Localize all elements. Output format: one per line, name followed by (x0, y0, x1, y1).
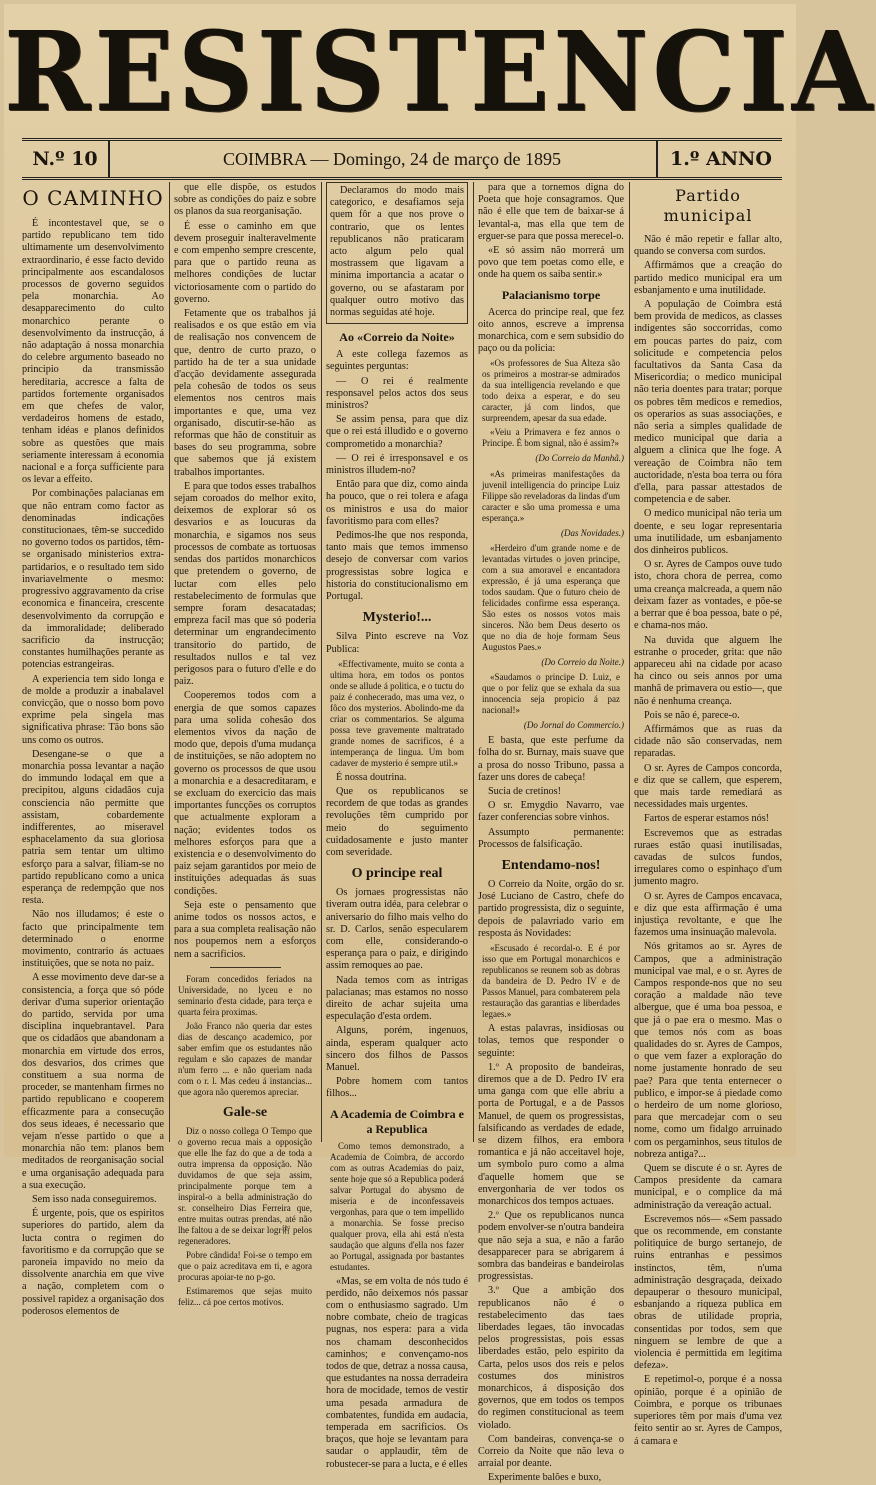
masthead (4, 6, 876, 137)
article-columns (22, 182, 782, 1484)
headline-entendamo-nos: Entendamo-nos! (501, 858, 601, 874)
quote: Como temos demonstrado, a Academia de Coimbra, de accordo com as outras Academias do paiz, sente hoje que só a Republica poderá salvar Portugal do abysmo de miseria e de inconfessaveis vergonhas, para que o tem impellido a monarchia. Se fosse preciso qualquer prova, ella ahi está n'esta saudação que alguns d'ella nos fazer ao Portugal, assignada por bastantes estudantes. (330, 1140, 464, 1272)
paragraph: Alguns, porém, ingenuos, ainda, esperam qualquer acto sincero dos filhos de Passos Manuel. (326, 1025, 468, 1073)
paragraph: Não é mão repetir e fallar alto, quando se conversa com surdos. (634, 234, 782, 258)
paragraph: para que a tornemos digna do Poeta que hoje consagramos. Que não é elle que tem de baixar-se á levantal-a, mas ella que tem de erguer-se para que possa merecel-o. (478, 182, 624, 242)
paragraph: João Franco não queria dar estes dias de descanço academico, por saber emfim que os estudantes não regulam e são capazes de mandar n'um ferro ... e não queriam nada com o r. l. Mas cedeu á instancias... que agora não queremos apreciar. (178, 1020, 312, 1097)
paragraph: O sr. Ayres de Campos encavaca, e diz que esta affirmação é uma injustiça revoltante, e que lhe fazemos uma insinuação malevola. (634, 890, 782, 939)
paragraph: Fartos de esperar estamos nós! (644, 813, 770, 825)
declaration-box (326, 182, 468, 324)
paragraph: Escrevemos que as estradas ruraes estão quasi inutilisadas, cavadas de sulcos fundos, irregulares como o espinhaço d'um jumento magro. (634, 827, 782, 888)
column-1 (22, 182, 164, 1317)
paragraph: Estimaremos que sejas muito feliz... cá poe certos motivos. (178, 1285, 312, 1307)
paragraph: E repetimol-o, porque é a nossa opinião, porque é a opinião de Coimbra, e porque os tribunaes superiores têm por mais d'uma vez feito sentir ao sr. Ayres de Campos, á camara e (634, 1374, 782, 1447)
paragraph: — O rei é realmente responsavel pelos actos dos seus ministros? (326, 375, 468, 412)
separator (210, 967, 281, 968)
column-2 (174, 182, 316, 1307)
paragraph: Affirmámos que a creação do partido medico municipal era um esbanjamento e uma inutilidade. (634, 260, 782, 296)
paragraph: 2.º Que os republicanos nunca podem envolver-se n'outra bandeira que não seja a sua, e não a farão desapparecer para se abrigarem á sombra das bandeiras e bandeirolas progressistas. (478, 1210, 624, 1283)
paragraph: E para que todos esses trabalhos sejam coroados do melhor exito, deixemos de explorar só os desvarios e as loucuras da monarchia, e sigamos nos seus processos de combate as tortuosas sendas dos partidos monarchicos que pretendem o governo, de luctar com elles pelo restabelecimento de formulas que sempre foram desacatadas; empreza facil mas que só poderia determinar um engrandecimento transitorio do partido, de resultados nullos e tal vez perigosos para o futuro d'elle e do paiz. (174, 480, 316, 688)
headline-mysterio: Mysterio!... (362, 610, 432, 626)
column-5 (634, 182, 782, 1447)
paragraph: Pedimos-lhe que nos responda, tanto mais que temos immenso desejo de conversar com varios progressistas sobre logica e historia do constitucionalismo em Portugal. (326, 530, 468, 603)
newspaper-page (4, 4, 876, 1484)
quote: «Veiu a Primavera e fez annos o Principe. É bom signal, não é assim?» (482, 427, 620, 449)
paragraph: Acerca do principe real, que fez oito annos, escreve a imprensa monarchica, com e sem subsidio do paço ou da policia: (478, 306, 624, 355)
paragraph: É nossa doutrina. (336, 771, 407, 783)
paragraph: A experiencia tem sido longa e de molde a produzir a inabalavel convicção, que o nosso bom povo exprime pela singela mas significativa phrase: Tão bons são uns como os outros. (22, 673, 164, 746)
headline-palacianismo: Palacianismo torpe (501, 287, 601, 302)
paragraph: 1.º A proposito de bandeiras, diremos que a de D. Pedro IV era uma ganga com que elle abriu a porta de Portugal, e a de Passos Manuel, de quem os progressistas, falsificando as verdades de edade, se dizem filhos, era embora romantica e já não acceitavel hoje, um symbolo puro como a alma d'aquelle homem que se envergonharia de ver todos os monarchicos dos tempos actuaes. (478, 1061, 624, 1207)
paragraph: 3.º Que a ambição dos republicanos não é o restabelecimento das taes liberdades legaes, tão invocadas pelos progressistas, pois essas liberdades estão, pelo espirito da Carta, pelos usos dos reis e pelos costumes dos ministros monarchicos, á disposição dos governos, que em todos os tempos do regimen constitucional as teem violado. (478, 1285, 624, 1431)
quote-source: (Do Jornal do Commercio.) (523, 720, 624, 731)
headline-gale-se: Gale-se (222, 1104, 268, 1120)
paragraph: Assumpto permanente: Processos de falsificação. (478, 826, 624, 850)
paragraph: Na duvida que alguem lhe estranhe o proceder, grita: que não appareceu ahi na cidade por acaso ha cinco ou seis annos por uma manhã de primavera ou estio—, que não é nenhuma creança. (634, 634, 782, 707)
paragraph: «E só assim não morrerá um povo que tem poetas como elle, e onde ha quem os saiba sentir.» (478, 245, 624, 281)
paragraph: A este collega fazemos as seguintes perguntas: (326, 349, 468, 373)
paragraph: A população de Coimbra está bem provida de medicos, as classes indigentes são soccorridas, como em poucas partes do paiz, com solicitude e competencia pelos facultativos da Santa Casa da Misericordia; o medico municipal não teria doentes para tratar; porque os pobres têm medicos e remedios, os operarios as suas associações, e não seria a simples qualidade de medico municipal que daria a alguem a clinica que lhe foge. A vereação de Coimbra não tem auctoridade, n'esta boa terra ou fóra d'ella, para passar attestados de competencia e de saber. (634, 299, 782, 506)
paragraph: Desengane-se o que a monarchia possa levantar a nação do immundo lodaçal em que a precipitou, alguns cidadãos cuja consciencia não permitte que assistam, cobardemente indifferentes, ao miseravel esphacelamento da sua gloriosa patria sem tentar um ultimo esforço para a salvar, filiam-se no partido republicano como a unica esperança de redempção que nos resta. (22, 748, 164, 907)
paragraph: Se assim pensa, para que diz que o rei está illudido e o governo comprometido a monarchia? (326, 414, 468, 450)
paragraph: Com bandeiras, convença-se o Correio da Noite que não leva o arraial por deante. (478, 1433, 624, 1470)
paragraph: Pobre cândida! Foi-se o tempo em que o paiz acreditava em ti, e agora procuras apoiar-te no p-go. (178, 1249, 312, 1282)
paragraph: O Correio da Noite, orgão do sr. José Luciano de Castro, chefe do partido progressista, diz o seguinte, depois de palavriado vario em resposta ás Novidades: (478, 879, 624, 939)
headline-principe-real: O principe real (351, 866, 443, 882)
paragraph: Fetamente que os trabalhos já realisados e os que estão em via de realisação nos convencem de que, dentro de curto prazo, o partido ha de ter a sua unidade d'acção devidamente assegurada pela cohesão de todos os seus elementos nos centros mais importantes e que, uma vez organisado, discutir-se-hão as reformas que hão de constituir as bases do seu programma, sobre que sabemos que já existem trabalhos importantes. (174, 308, 316, 478)
paragraph: Foram concedidos feriados na Universidade, no lyceu e no seminario d'esta cidade, para terça e quarta feira proximas. (178, 973, 312, 1017)
issue-year: 1.º ANNO (656, 141, 784, 177)
paragraph: Nós gritamos ao sr. Ayres de Campos, que a administração municipal vae mal, e o sr. Ayres de Campos responde-nos que no seu coração a maldade não teve albergue, que é uma boa pessoa, e que já o pae era o mesmo. Mas o que temos nós com as boas qualidades do sr. Ayres de Campos, o que vem fazer a exploração do nome justamente honrado de seu pae? Para que tenta enternecer o publico, e impor-se á piedade como o herdeiro de um nome glorioso, para que mercadejar com o seu nome, como um fidalgo arruinado com os pergaminhos, seus titulos de nobreza antiga?... (634, 941, 782, 1160)
paragraph: É esse o caminho em que devem proseguir inalteravelmente e com empenho sempre crescente, para que o partido reuna as melhores condições de luctar victoriosamente com o partido do governo. (174, 220, 316, 305)
paragraph: Que os republicanos se recordem de que todas as grandes revoluções têm cumprido por meio do seguimento cuidadosamente e justo manter com severidade. (326, 785, 468, 858)
issue-info-bar (22, 138, 782, 180)
quote-source: (Do Correio da Noite.) (541, 656, 624, 667)
paragraph: A esse movimento deve dar-se a consistencia, a força que só póde derivar d'uma superior orientação do partido, servida por uma disciplina inquebrantavel. Para que os cidadãos que abandonam a monarchia em virtude dos erros, dos desvarios, dos crimes que constituem a sua norma de proceder, se mantenham firmes no partido republicano e cooperem efficazmente para a consecução dos seus ideaes, é necessario que vejam n'esse partido o que a monarchia não tem: planos bem meditados de reorganisação social e uma organisação adequada para a sua execução. (22, 972, 164, 1191)
quote-source: (Do Correio da Manhã.) (535, 453, 624, 464)
paragraph: Os jornaes progressistas não tiveram outra idéa, para celebrar o aniversario do filho mais velho do sr. D. Carlos, senão especularem com elle, considerando-o esperança para o paiz, e dirigindo assim remoques ao pae. (326, 887, 468, 972)
column-rule (321, 182, 322, 1142)
quote: «Saudamos o principe D. Luiz, e que o por feliz que se exhala da sua innocencia seja propicio á paz nacional!» (482, 672, 620, 716)
quote: «Os professores de Sua Alteza são os primeiros a mostrar-se admirados da sua intelligencia revelando e que todo deixa a esperar, e do seu caracter, já com lindos, que surpreendem, apesar da sua edade. (482, 358, 620, 424)
headline-correio-da-noite: Ao «Correio da Noite» (339, 330, 455, 345)
quote: «As primeiras manifestações da juvenil intelligencia do principe Luiz Filippe são reveladoras da lindas d'um caracter e são uma promessa e uma esperança.» (482, 468, 620, 523)
paragraph: O sr. Ayres de Campos concorda, e diz que se callem, que esperem, que mais tarde remediará as necessidades mais urgentes. (634, 762, 782, 811)
paragraph: Escrevemos nós— «Sem passado que os recommende, em constante politiquice de burgo sertanejo, de ruins entranhas e pessimos instinctos, têm, n'uma administração desgraçada, deixado depauperar o thesouro municipal, esbanjando a riqueza publica em obras de utilidade propria, consentidas por todos, sem que ninguem se lembre de que a violencia é permittida em legitima defeza». (634, 1213, 782, 1372)
quote: «Herdeiro d'um grande nome e de levantadas virtudes o joven principe, com a sua amoravel e encantadora expressão, é já uma esperança que todos saudam. Que o futuro cheio de felicidades confirme essa esperança. São estes os nossos votos mais sinceros. Não bem Deus deserto os que no dia de hoje formam Seus Augustos Paes.» (482, 542, 620, 652)
paragraph: O medico municipal não teria um doente, e seu logar representaria uma inutilidade, um esbanjamento dos dinheiros publicos. (634, 508, 782, 557)
paragraph: Affirmámos que as ruas da cidade não são conservadas, nem reparadas. (634, 723, 782, 760)
paragraph: Sucia de cretinos! (488, 786, 561, 798)
column-4 (478, 182, 624, 1484)
paragraph: — O rei é irresponsavel e os ministros illudem-no? (326, 452, 468, 477)
paragraph: Seja este o pensamento que anime todos os nossos actos, e para a sua completa realisação não nos poupemos nem a esforços nem a sacrificios. (174, 899, 316, 960)
quote: «Effectivamente, muito se conta a ultima hora, em todos os pontos onde se allude á politica, e o tuctu do paiz é conhecerado, mas uma vez, o fôco dos mysterios. Abolindo-me da criar os commentarios. Se alguma possa teve gravemente maltratado grande nomes de sacrificos, é a intemperança de lingua. Um bom cadaver de mysterio é sempre util.» (330, 658, 464, 768)
headline-academia: A Academia de Coimbra e a Republica (330, 1106, 464, 1136)
quote-source: (Das Novidades.) (561, 527, 624, 538)
paragraph: É incontestavel que, se o partido republicano tem tido ultimamente um desenvolvimento extraordinario, é esse facto devido principalmente aos escandalosos processos de governo seguidos pela monarchia. Ao desapparecimento do culto monarchico perante o desenvolvimento da instrucção, á não adaptação á nossa monarchia do celebre argumento baseado no principio da transmissão hereditaria, accresce a falta de partidos fortemente organisados em que chefes de valor, verdadeiros homens de estado, tenham idéas e planos definidos sobre as questões que mais seriamente interessam á economia nacional e a força sufficiente para os levar a effeito. (22, 218, 164, 486)
paragraph: O sr. Emygdio Navarro, vae fazer conferencias sobre vinhos. (478, 800, 624, 824)
paragraph: Diz o nosso collega O Tempo que o governo recua mais a opposição que elle lhe faz do que a de toda a outra imprensa da opposição. Não duvidamos de que seja assim, principalmente porque tem a inspiral-o a bella administração do sr. conselheiro Dias Ferreira que, entre muitas outras prendas, até não lhe faltou a de se deixar logr術 pelos regeneradores. (178, 1125, 312, 1246)
paragraph: Nada temos com as intrigas palacianas; mas estamos no nosso direito de achar sujeita uma especulação d'esta ordem. (326, 974, 468, 1023)
newspaper-title: RESISTENCIA (4, 6, 876, 137)
paragraph: E basta, que este perfume da folha do sr. Burnay, mais suave que a prosa do nosso Tribuno, passa a fazer uns dores de cabeça! (478, 735, 624, 783)
quote: «Escusado é recordal-o. E é por isso que em Portugal monarchicos e republicanos se reunem sob as dobras da bandeira de D. Pedro IV e de Passos Manuel, para combaterem pela restauração das garantias e liberdades legaes.» (482, 943, 620, 1020)
paragraph: O sr. Ayres de Campos ouve tudo isto, chora chora de perrea, como uma creança malcreada, a quem não deixam fazer as vontades, e põe-se a berrar que é boa pessoa, bate o pé, e chama-nos máo. (634, 559, 782, 632)
paragraph: Por combinações palacianas em que não entram como factor as denominadas indicações constitucionaes, têm-se succedido no governo todos os partidos, têm-se organisado ministerios extra-partidarios, e o resultado tem sido invariavelmente o mesmo: progressivo aggravamento da crise economica e financeira, crescente desenvolvimento da corrupção e da immoralidade; deliberado sacrificio da instrucção; constantes humilhações perante as potencias estrangeiras. (22, 488, 164, 671)
paragraph: «Mas, se em volta de nós tudo é perdido, não deixemos nós passar com o enthusiasmo sagrado. Um nobre combate, cheio de tragicas pugnas, nos espera: para a vida nos chamam desconhecidos caminhos; e convençamo-nos todos de que, detraz a nossa causa, que estudantes na nossa derradeira hora de mocidade, temos de vestir uma pesada armadura de combatentes, fundida em audacia, temperada em sacrificios. Os braços, que hoje se levantam para saudar o applaudir, têm de robustecer-se para a lucta, e é elles (326, 1275, 468, 1470)
column-rule (473, 182, 474, 1142)
paragraph: Silva Pinto escreve na Voz Publica: (326, 631, 468, 655)
dateline: COIMBRA — Domingo, 24 de março de 1895 (223, 149, 561, 169)
paragraph: É urgente, pois, que os espiritos superiores do partido, alem da lucta contra o regimen do favoritismo e da corrupção que se paroneia impavido no meio da dissolvente anarchia em que vive a nação, completem com o possivel rapidez a organisação dos poderosos elementos de (22, 1208, 164, 1317)
paragraph: Sem isso nada conseguiremos. (32, 1194, 157, 1206)
paragraph: Quem se discute é o sr. Ayres de Campos presidente da camara municipal, e o complice da má administração da vereação actual. (634, 1163, 782, 1211)
article-title-o-caminho: O CAMINHO (22, 186, 164, 210)
column-3 (326, 182, 468, 1470)
issue-number: N.º 10 (22, 141, 110, 177)
paragraph: que elle dispõe, os estudos sobre as condições do paiz e sobre os planos da sua reorganisação. (174, 182, 316, 218)
paragraph: Pobre homem com tantos filhos... (326, 1076, 468, 1100)
column-rule (169, 182, 170, 1142)
paragraph: Então para que diz, como ainda ha pouco, que o rei tolera e afaga os ministros e usa do maior favoritismo para com elles? (326, 479, 468, 527)
column-rule (629, 182, 630, 1142)
paragraph: Experimente balões e buxo, (488, 1472, 602, 1484)
paragraph: A estas palavras, insidiosas ou tolas, temos que responder o seguinte: (478, 1023, 624, 1059)
paragraph: Pois se não é, parece-o. (644, 709, 740, 721)
paragraph: Não nos illudamos; é este o facto que principalmente tem determinado o enorme movimento, contrario ás actuaes instituições, que se nota no paiz. (22, 909, 164, 970)
paragraph: Cooperemos todos com a energia de que somos capazes para uma solida cohesão dos elementos vivos da nação de modo que, depois d'uma mudança de instituições, se não adoptem no governo os processos de que usou a monarchia e a desacreditaram, e se excluam do exercicio das mais importantes funcções os corruptos que actualmente exploram a nação; evidentes todos os melhores esforços para que a existencia e o desenvolvimento do paiz sejam garantidos por meio de instituições adequadas ás suas condições. (174, 690, 316, 897)
paragraph: Declaramos do modo mais categorico, e desafiamos seja quem fôr a que nos prove o contrario, que os lentes republicanos não praticaram acto algum pelo qual mostrassem que ligavam a minima importancia a acatar o governo, ou se afastaram por qualquer outro motivo das normas seguidas até hoje. (330, 185, 464, 319)
article-title-partido-municipal: Partido municipal (663, 186, 753, 225)
